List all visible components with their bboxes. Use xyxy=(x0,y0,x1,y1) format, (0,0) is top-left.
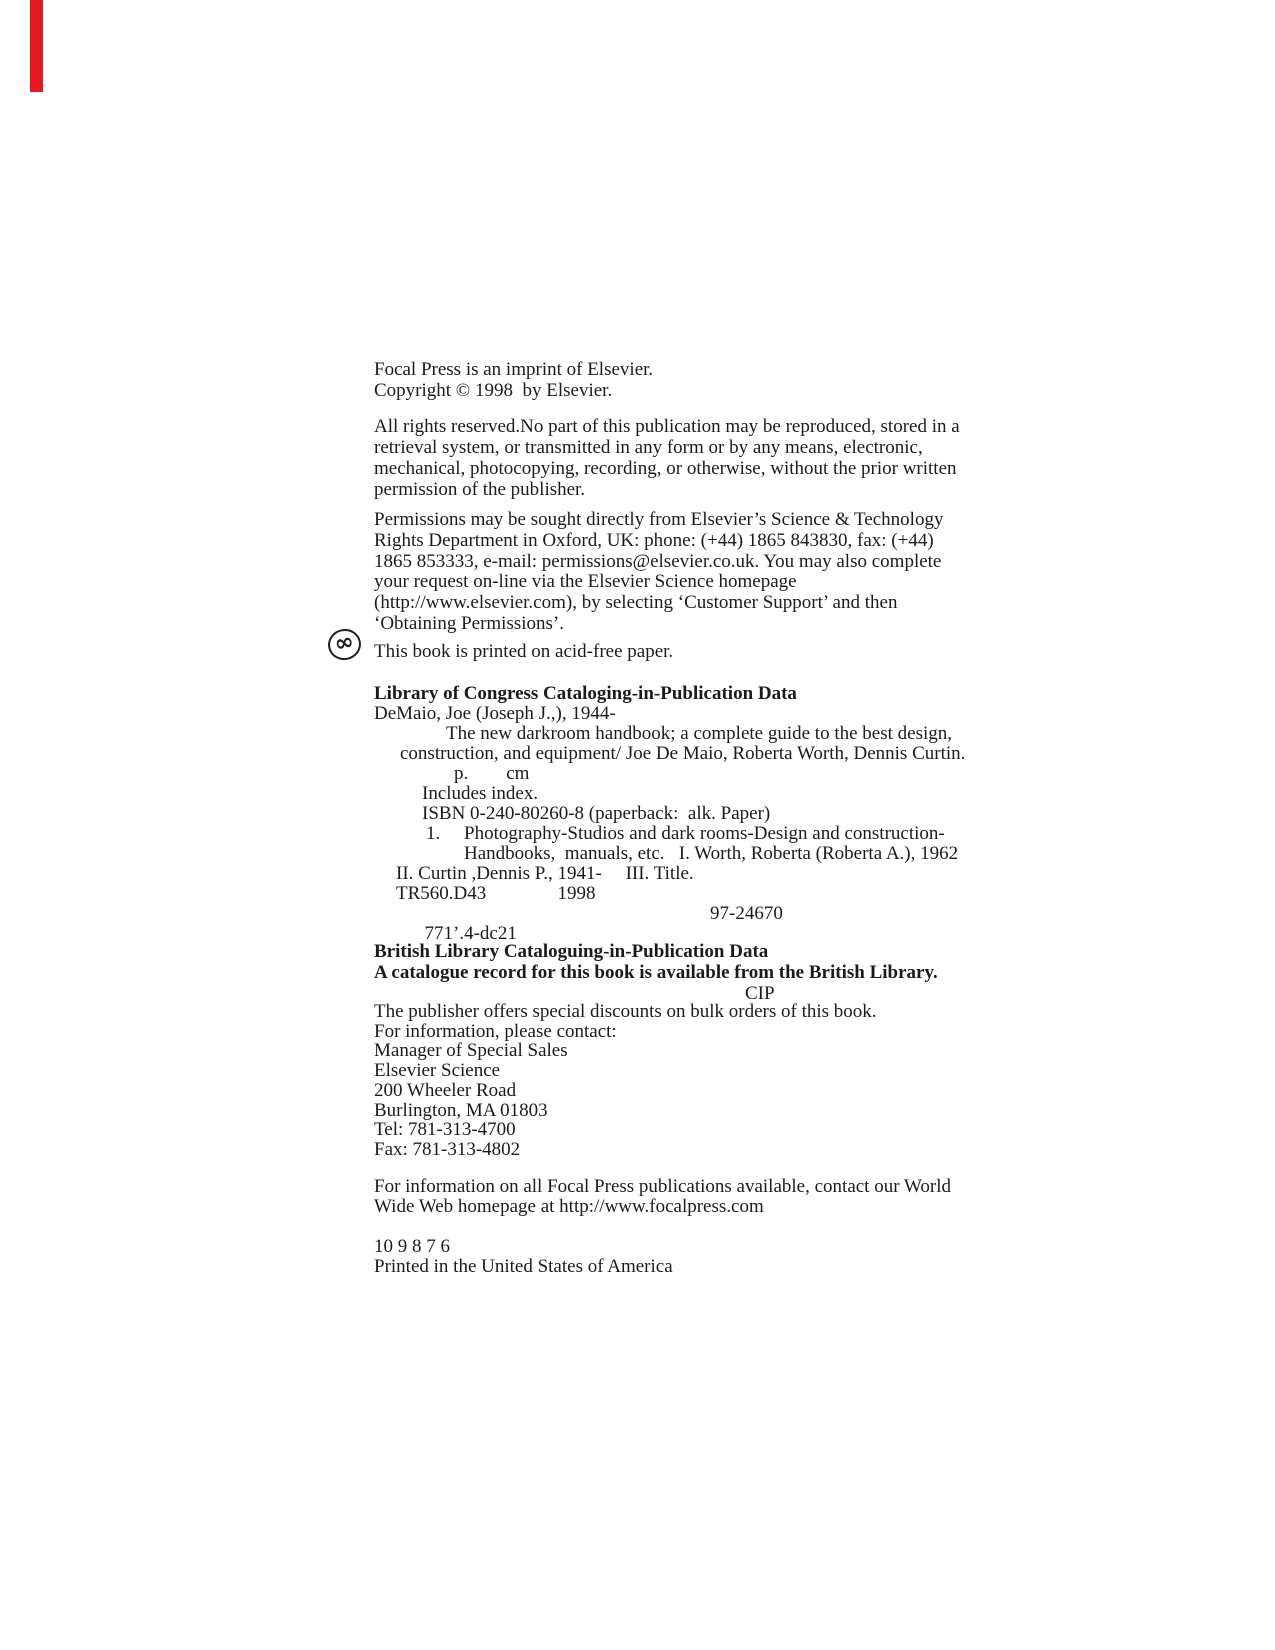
loc-heading: Library of Congress Cataloging-in-Publication Data xyxy=(374,683,797,704)
permissions-line: Rights Department in Oxford, UK: phone: (+44) 1865 843830, fax: (+44) xyxy=(374,529,934,551)
dewey-number: 771’.4-dc21 xyxy=(424,923,517,944)
cip-label: CIP xyxy=(745,983,775,1004)
sales-address-line: 200 Wheeler Road xyxy=(374,1079,517,1101)
infinity-glyph: ∞ xyxy=(332,628,357,658)
loc-line: Includes index. xyxy=(422,783,539,804)
sales-line: Manager of Special Sales xyxy=(374,1040,568,1062)
british-library-block xyxy=(374,942,938,983)
acid-free-block xyxy=(374,642,673,662)
loc-callnumber-line: TR560.D43 1998 xyxy=(396,883,596,904)
sales-line: The publisher offers special discounts on bulk orders of this book. xyxy=(374,1001,877,1022)
imprint-block xyxy=(374,359,653,401)
loc-line: 1. Photography-Studios and dark rooms-Design and construction- xyxy=(426,823,945,844)
web-block xyxy=(374,1177,951,1217)
special-sales-block xyxy=(374,1002,877,1160)
web-line: For information on all Focal Press publications available, contact our World xyxy=(374,1176,951,1197)
permissions-line: ‘Obtaining Permissions’. xyxy=(374,612,564,634)
printing-block xyxy=(374,1237,673,1277)
acid-free-paper-icon xyxy=(325,626,364,663)
loc-line: Handbooks, manuals, etc. I. Worth, Roberta (Roberta A.), 1962 xyxy=(464,843,959,864)
copyright-line: Copyright © 1998 by Elsevier. xyxy=(374,380,613,401)
sales-line: For information, please contact: xyxy=(374,1020,617,1042)
printed-in-line: Printed in the United States of America xyxy=(374,1256,673,1277)
sales-fax-line: Fax: 781-313-4802 xyxy=(374,1138,521,1160)
loc-line: The new darkroom handbook; a complete guide to the best design, xyxy=(446,723,953,744)
loc-line: p. cm xyxy=(454,763,530,784)
rights-line: retrieval system, or transmitted in any form or by any means, electronic, xyxy=(374,437,923,458)
permissions-line: your request on-line via the Elsevier Science homepage xyxy=(374,571,797,593)
loc-line: DeMaio, Joe (Joseph J.,), 1944- xyxy=(374,703,616,724)
sales-phone-line: Tel: 781-313-4700 xyxy=(374,1119,516,1141)
rights-line: All rights reserved.No part of this publication may be reproduced, stored in a xyxy=(374,416,960,437)
lccn-number: 97-24670 xyxy=(710,903,783,924)
rights-line: mechanical, photocopying, recording, or otherwise, without the prior written xyxy=(374,458,957,479)
permissions-line: 1865 853333, e-mail: permissions@elsevier.co.uk. You may also complete xyxy=(374,550,942,572)
rights-block xyxy=(374,416,960,500)
permissions-line: (http://www.elsevier.com), by selecting ‘Customer Support’ and then xyxy=(374,592,898,614)
acid-free-line: This book is printed on acid-free paper. xyxy=(374,641,674,662)
rights-line: permission of the publisher. xyxy=(374,479,586,500)
print-run-numbers: 10 9 8 7 6 xyxy=(374,1236,450,1257)
sales-line: Elsevier Science xyxy=(374,1060,501,1082)
permissions-block xyxy=(374,510,943,635)
sales-address-line: Burlington, MA 01803 xyxy=(374,1099,548,1121)
loc-line: II. Curtin ,Dennis P., 1941- III. Title. xyxy=(396,863,694,884)
permissions-line: Permissions may be sought directly from Elsevier’s Science & Technology xyxy=(374,509,944,530)
bl-line: A catalogue record for this book is available from the British Library. xyxy=(374,961,938,983)
loc-line: construction, and equipment/ Joe De Maio, Roberta Worth, Dennis Curtin. xyxy=(400,743,966,764)
red-scan-edge-mark xyxy=(30,0,43,92)
loc-isbn-line: ISBN 0-240-80260-8 (paperback: alk. Paper) xyxy=(422,803,771,824)
imprint-line: Focal Press is an imprint of Elsevier. xyxy=(374,359,654,380)
web-line: Wide Web homepage at http://www.focalpress.com xyxy=(374,1196,764,1217)
bl-heading: British Library Cataloguing-in-Publication Data xyxy=(374,941,769,962)
